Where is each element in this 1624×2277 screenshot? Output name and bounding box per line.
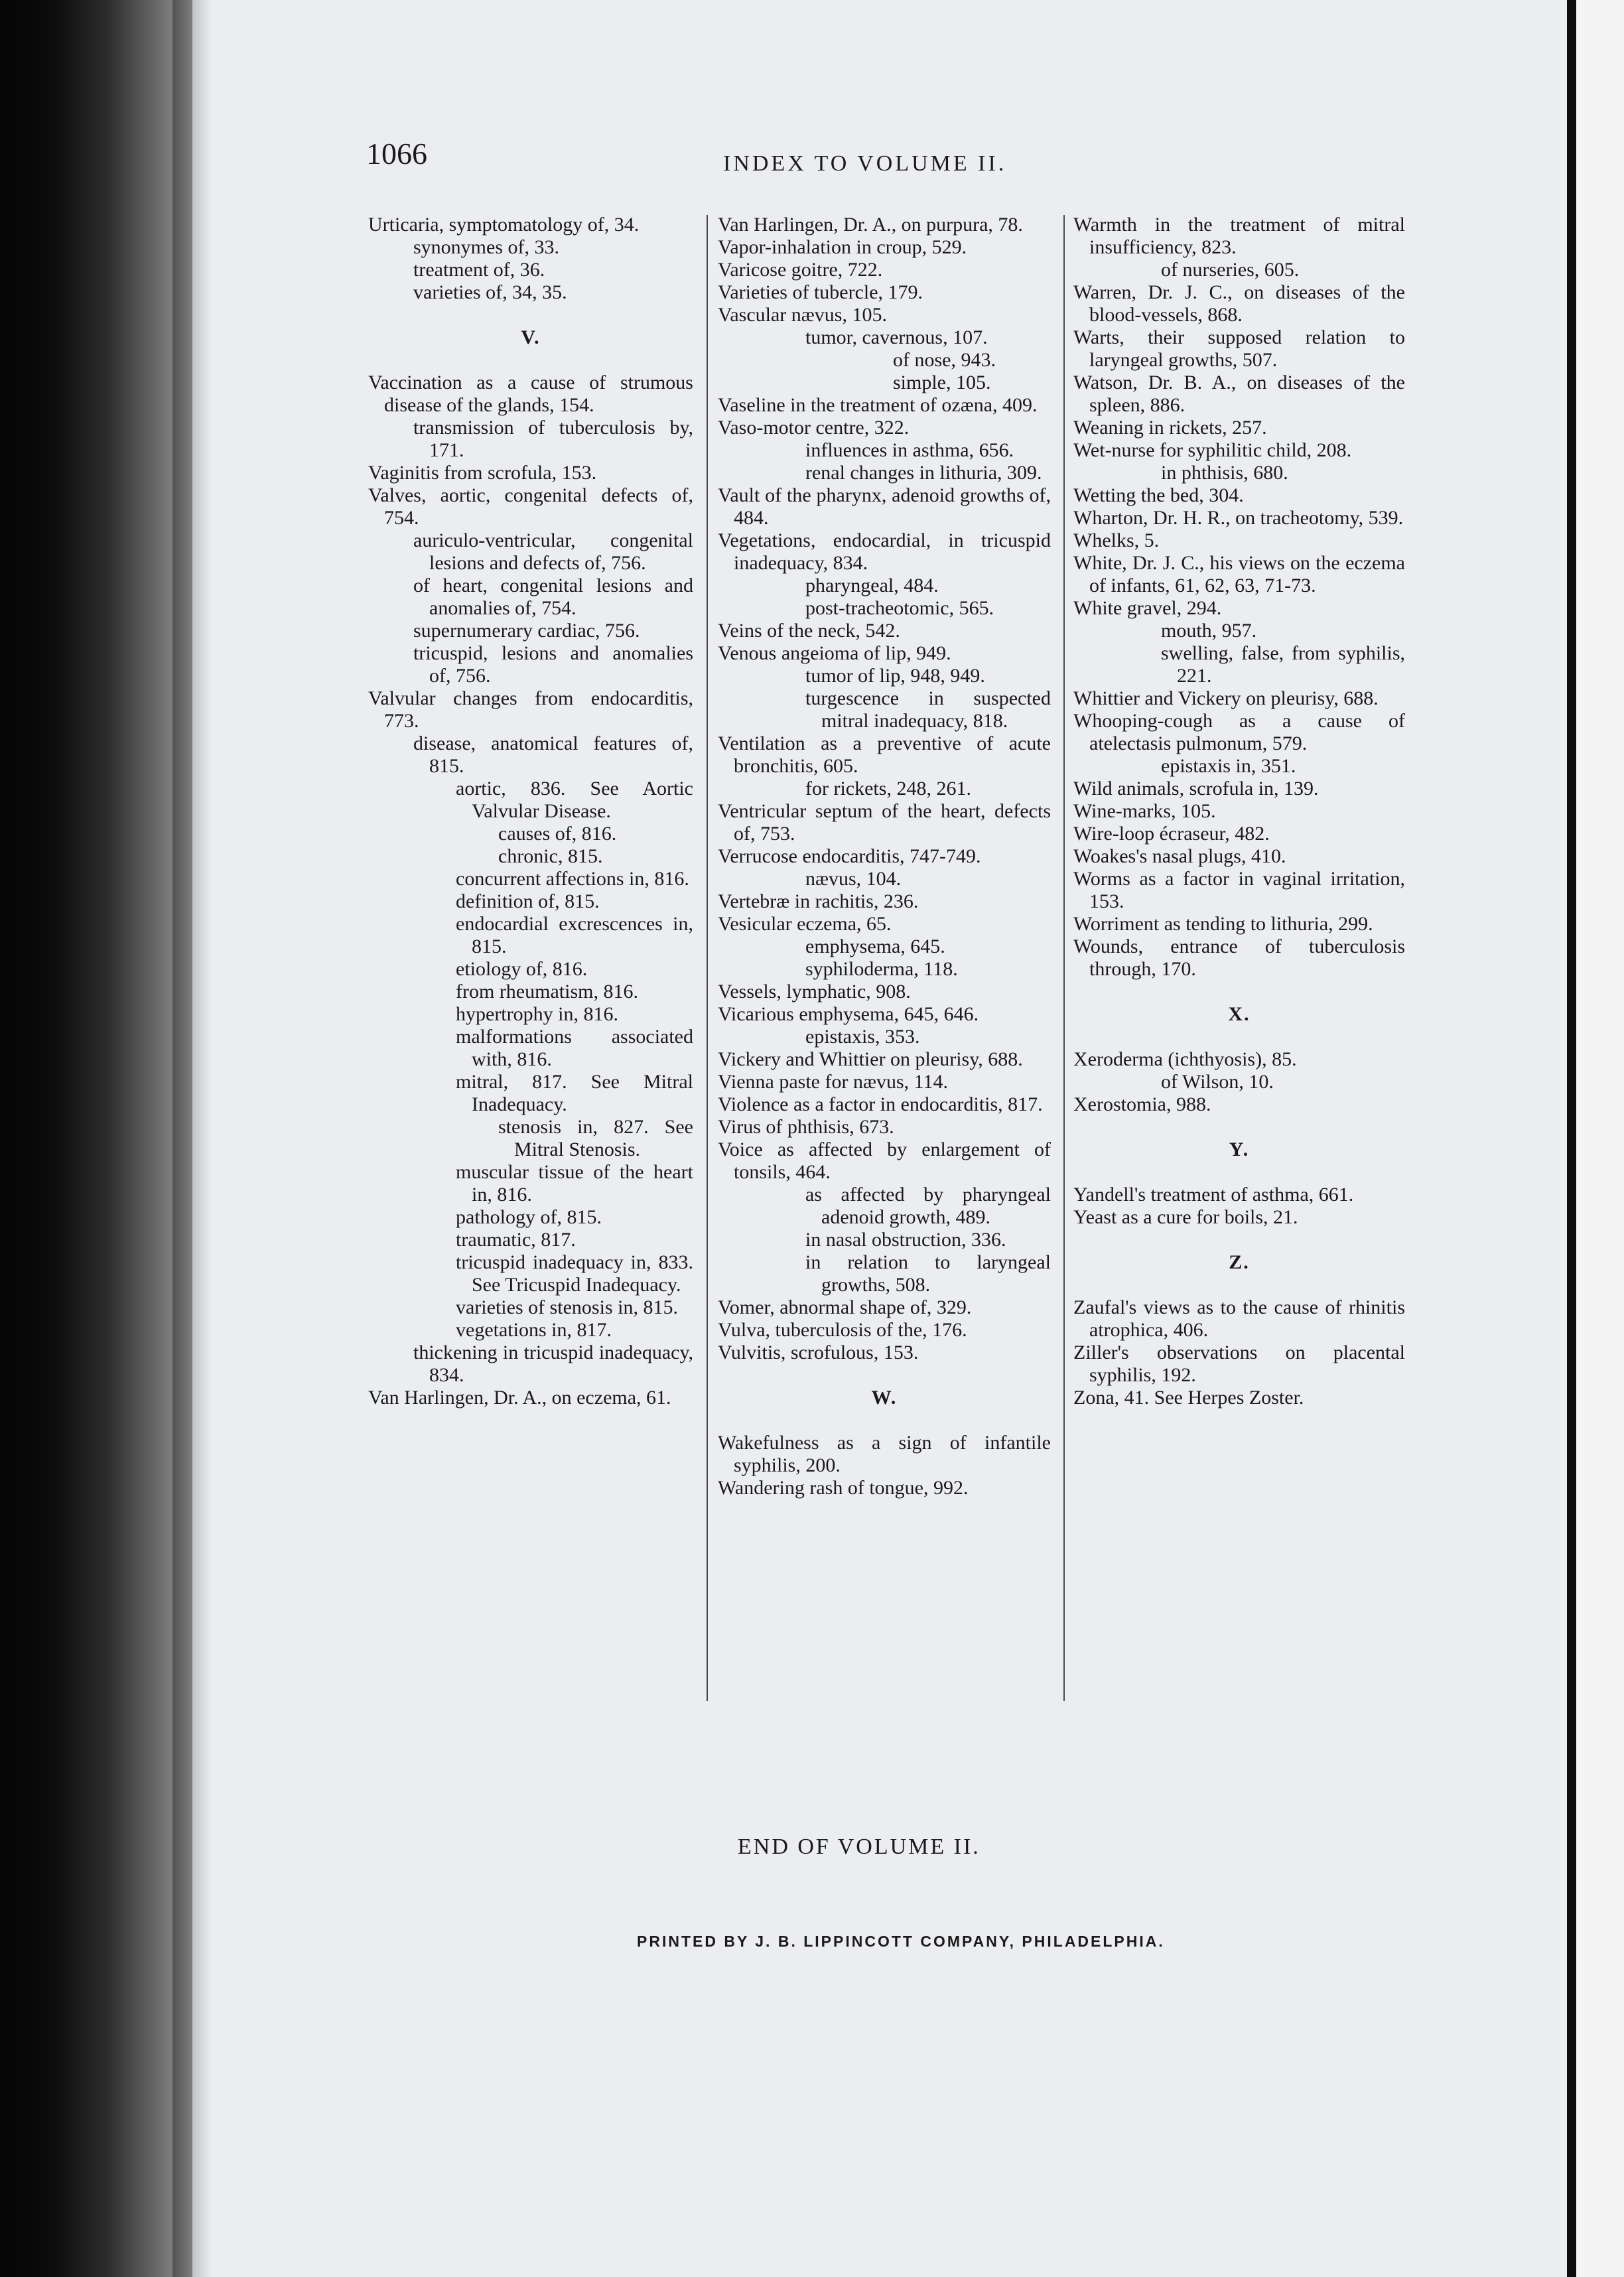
index-entry: of nurseries, 605. <box>1161 259 1300 281</box>
index-entry: Worriment as tending to lithuria, 299. <box>1073 913 1373 935</box>
index-entry: etiology of, 816. <box>456 958 588 980</box>
index-entry: Vomer, abnormal shape of, 329. <box>718 1296 972 1318</box>
index-entry: traumatic, 817. <box>456 1229 576 1251</box>
page-title: INDEX TO VOLUME II. <box>723 151 1007 176</box>
page-edge-rule <box>1567 0 1576 2277</box>
index-entry: Vienna paste for nævus, 114. <box>718 1071 949 1093</box>
index-entry: for rickets, 248, 261. <box>805 778 971 799</box>
index-entry: mitral, 817. See Mitral Inadequacy. <box>456 1071 693 1115</box>
index-entry: definition of, 815. <box>456 890 600 912</box>
index-entry: Valves, aortic, congenital defects of, 754. <box>368 484 693 529</box>
index-entry: tricuspid inadequacy in, 833. See Tricuspid Inadequacy. <box>456 1251 693 1296</box>
index-entry: Whooping-cough as a cause of atelectasis pulmonum, 579. <box>1073 710 1405 754</box>
index-entry: Vaginitis from scrofula, 153. <box>368 462 597 484</box>
index-entry: Vulva, tuberculosis of the, 176. <box>718 1319 967 1341</box>
index-entry: Varicose goitre, 722. <box>718 259 883 281</box>
index-entry: of nose, 943. <box>893 349 996 371</box>
index-entry: turgescence in suspected mitral inadequacy, 818. <box>805 687 1051 732</box>
index-entry: pharyngeal, 484. <box>805 575 939 596</box>
index-entry: Whittier and Vickery on pleurisy, 688. <box>1073 687 1379 709</box>
index-entry: Veins of the neck, 542. <box>718 620 900 642</box>
index-entry: in relation to laryngeal growths, 508. <box>805 1251 1051 1296</box>
index-entry: Ziller's observations on placental syphilis, 192. <box>1073 1342 1405 1386</box>
index-entry: epistaxis, 353. <box>805 1026 920 1048</box>
index-column-2 <box>718 214 1051 1499</box>
index-entry: Violence as a factor in endocarditis, 817. <box>718 1093 1043 1115</box>
index-entry: Yeast as a cure for boils, 21. <box>1073 1206 1298 1228</box>
index-entry: Wet-nurse for syphilitic child, 208. <box>1073 439 1352 461</box>
index-entry: influences in asthma, 656. <box>805 439 1014 461</box>
index-entry: White gravel, 294. <box>1073 597 1222 619</box>
index-entry: as affected by pharyngeal adenoid growth, 489. <box>805 1184 1051 1228</box>
index-entry: Verrucose endocarditis, 747-749. <box>718 845 981 867</box>
index-entry: Vegetations, endocardial, in tricuspid inadequacy, 834. <box>718 529 1051 574</box>
index-entry: Wine-marks, 105. <box>1073 800 1216 822</box>
index-entry: concurrent affections in, 816. <box>456 868 689 890</box>
index-entry: vegetations in, 817. <box>456 1319 612 1341</box>
index-entry: Wild animals, scrofula in, 139. <box>1073 778 1319 799</box>
index-entry: Wounds, entrance of tuberculosis through, 170. <box>1073 935 1405 980</box>
index-entry: Weaning in rickets, 257. <box>1073 417 1267 439</box>
section-gap <box>1073 1161 1405 1184</box>
index-entry: Venous angeioma of lip, 949. <box>718 642 951 664</box>
section-gap <box>1073 1116 1405 1138</box>
index-entry: tumor of lip, 948, 949. <box>805 665 985 687</box>
index-entry: Xeroderma (ichthyosis), 85. <box>1073 1048 1297 1070</box>
section-gap <box>718 1364 1051 1387</box>
index-entry: Warts, their supposed relation to laryngeal growths, 507. <box>1073 326 1405 371</box>
index-entry: Xerostomia, 988. <box>1073 1093 1211 1115</box>
index-entry: Vaccination as a cause of strumous disease of the glands, 154. <box>368 372 693 416</box>
section-gap <box>1073 981 1405 1003</box>
index-entry: pathology of, 815. <box>456 1206 602 1228</box>
column-divider-2 <box>1063 215 1065 1701</box>
index-entry: Warren, Dr. J. C., on diseases of the blood-vessels, 868. <box>1073 281 1405 326</box>
index-entry: Vicarious emphysema, 645, 646. <box>718 1003 979 1025</box>
index-entry: Woakes's nasal plugs, 410. <box>1073 845 1286 867</box>
index-entry: muscular tissue of the heart in, 816. <box>456 1161 693 1206</box>
index-entry: Wetting the bed, 304. <box>1073 484 1244 506</box>
index-entry: Wharton, Dr. H. R., on tracheotomy, 539. <box>1073 507 1404 529</box>
index-entry: Valvular changes from endocarditis, 773. <box>368 687 693 732</box>
index-entry: Vapor-inhalation in croup, 529. <box>718 236 967 258</box>
index-entry: simple, 105. <box>893 372 991 393</box>
index-entry: malformations associated with, 816. <box>456 1026 693 1070</box>
page-number: 1066 <box>366 137 427 171</box>
index-entry: Whelks, 5. <box>1073 529 1160 551</box>
index-entry: Vulvitis, scrofulous, 153. <box>718 1342 919 1363</box>
index-entry: in nasal obstruction, 336. <box>805 1229 1006 1251</box>
index-entry: chronic, 815. <box>498 845 603 867</box>
index-entry: varieties of stenosis in, 815. <box>456 1296 678 1318</box>
section-gap <box>1073 1274 1405 1296</box>
index-column-3 <box>1073 214 1405 1409</box>
index-entry: Ventilation as a preventive of acute bronchitis, 605. <box>718 732 1051 777</box>
index-column-1 <box>368 214 693 1409</box>
index-entry: epistaxis in, 351. <box>1161 755 1296 777</box>
index-entry: emphysema, 645. <box>805 935 945 957</box>
index-entry: nævus, 104. <box>805 868 902 890</box>
column-divider-1 <box>707 215 708 1701</box>
index-entry: of heart, congenital lesions and anomalies of, 754. <box>413 575 693 619</box>
index-entry: Wire-loop écraseur, 482. <box>1073 823 1270 845</box>
index-entry: Vertebræ in rachitis, 236. <box>718 890 919 912</box>
index-entry: thickening in tricuspid inadequacy, 834. <box>413 1342 693 1386</box>
index-entry: Voice as affected by enlargement of tonsils, 464. <box>718 1138 1051 1183</box>
section-gap <box>1073 1229 1405 1251</box>
index-entry: Watson, Dr. B. A., on diseases of the spleen, 886. <box>1073 372 1405 416</box>
index-entry: Vaseline in the treatment of ozæna, 409. <box>718 394 1038 416</box>
index-entry: auriculo-ventricular, congenital lesions and defects of, 756. <box>413 529 693 574</box>
index-entry: Vaso-motor centre, 322. <box>718 417 910 439</box>
index-entry: Urticaria, symptomatology of, 34. <box>368 214 640 236</box>
index-entry: Vascular nævus, 105. <box>718 304 887 326</box>
index-entry: in phthisis, 680. <box>1161 462 1288 484</box>
index-entry: Vault of the pharynx, adenoid growths of, 484. <box>718 484 1051 529</box>
index-entry: post-tracheotomic, 565. <box>805 597 994 619</box>
index-entry: Van Harlingen, Dr. A., on eczema, 61. <box>368 1387 671 1409</box>
index-entry: varieties of, 34, 35. <box>413 281 567 303</box>
section-gap <box>718 1409 1051 1432</box>
index-entry: synonymes of, 33. <box>413 236 559 258</box>
index-entry: Vickery and Whittier on pleurisy, 688. <box>718 1048 1023 1070</box>
index-entry: Wakefulness as a sign of infantile syphilis, 200. <box>718 1432 1051 1476</box>
end-of-volume: END OF VOLUME II. <box>738 1834 981 1859</box>
index-entry: swelling, false, from syphilis, 221. <box>1161 642 1405 687</box>
index-entry: Virus of phthisis, 673. <box>718 1116 894 1138</box>
index-entry: from rheumatism, 816. <box>456 981 638 1002</box>
index-entry: Zona, 41. See Herpes Zoster. <box>1073 1387 1304 1409</box>
index-entry: tumor, cavernous, 107. <box>805 326 988 348</box>
index-entry: endocardial excrescences in, 815. <box>456 913 693 957</box>
index-entry: Warmth in the treatment of mitral insufficiency, 823. <box>1073 214 1405 258</box>
index-entry: Zaufal's views as to the cause of rhinitis atrophica, 406. <box>1073 1296 1405 1341</box>
index-entry: treatment of, 36. <box>413 259 545 281</box>
index-entry: disease, anatomical features of, 815. <box>413 732 693 777</box>
printer-imprint: PRINTED BY J. B. LIPPINCOTT COMPANY, PHILADELPHIA. <box>637 1933 1165 1950</box>
index-entry: syphiloderma, 118. <box>805 958 958 980</box>
section-gap <box>368 304 693 326</box>
index-entry: aortic, 836. See Aortic Valvular Disease. <box>456 778 693 822</box>
index-entry: supernumerary cardiac, 756. <box>413 620 640 642</box>
section-gap <box>1073 1026 1405 1048</box>
index-entry: tricuspid, lesions and anomalies of, 756. <box>413 642 693 687</box>
section-letter: W. <box>871 1387 898 1409</box>
index-entry: stenosis in, 827. See Mitral Stenosis. <box>498 1116 693 1160</box>
index-entry: causes of, 816. <box>498 823 617 845</box>
index-entry: renal changes in lithuria, 309. <box>805 462 1042 484</box>
index-entry: of Wilson, 10. <box>1161 1071 1274 1093</box>
section-letter: Y. <box>1229 1138 1250 1160</box>
index-entry: mouth, 957. <box>1161 620 1257 642</box>
index-entry: Worms as a factor in vaginal irritation, 153. <box>1073 868 1405 912</box>
index-entry: Yandell's treatment of asthma, 661. <box>1073 1184 1354 1206</box>
index-entry: Wandering rash of tongue, 992. <box>718 1477 969 1499</box>
index-entry: Varieties of tubercle, 179. <box>718 281 923 303</box>
section-letter: V. <box>521 326 541 348</box>
index-entry: Ventricular septum of the heart, defects of, 753. <box>718 800 1051 845</box>
index-entry: Vesicular eczema, 65. <box>718 913 892 935</box>
gutter-shadow <box>172 0 212 2277</box>
section-letter: X. <box>1228 1003 1251 1025</box>
index-entry: Van Harlingen, Dr. A., on purpura, 78. <box>718 214 1023 236</box>
next-page-edge <box>1576 0 1624 2277</box>
section-letter: Z. <box>1229 1251 1250 1273</box>
index-entry: transmission of tuberculosis by, 171. <box>413 417 693 461</box>
section-gap <box>368 349 693 372</box>
index-entry: White, Dr. J. C., his views on the eczema of infants, 61, 62, 63, 71-73. <box>1073 552 1405 596</box>
index-entry: hypertrophy in, 816. <box>456 1003 618 1025</box>
book-spine <box>0 0 192 2277</box>
index-entry: Vessels, lymphatic, 908. <box>718 981 911 1002</box>
